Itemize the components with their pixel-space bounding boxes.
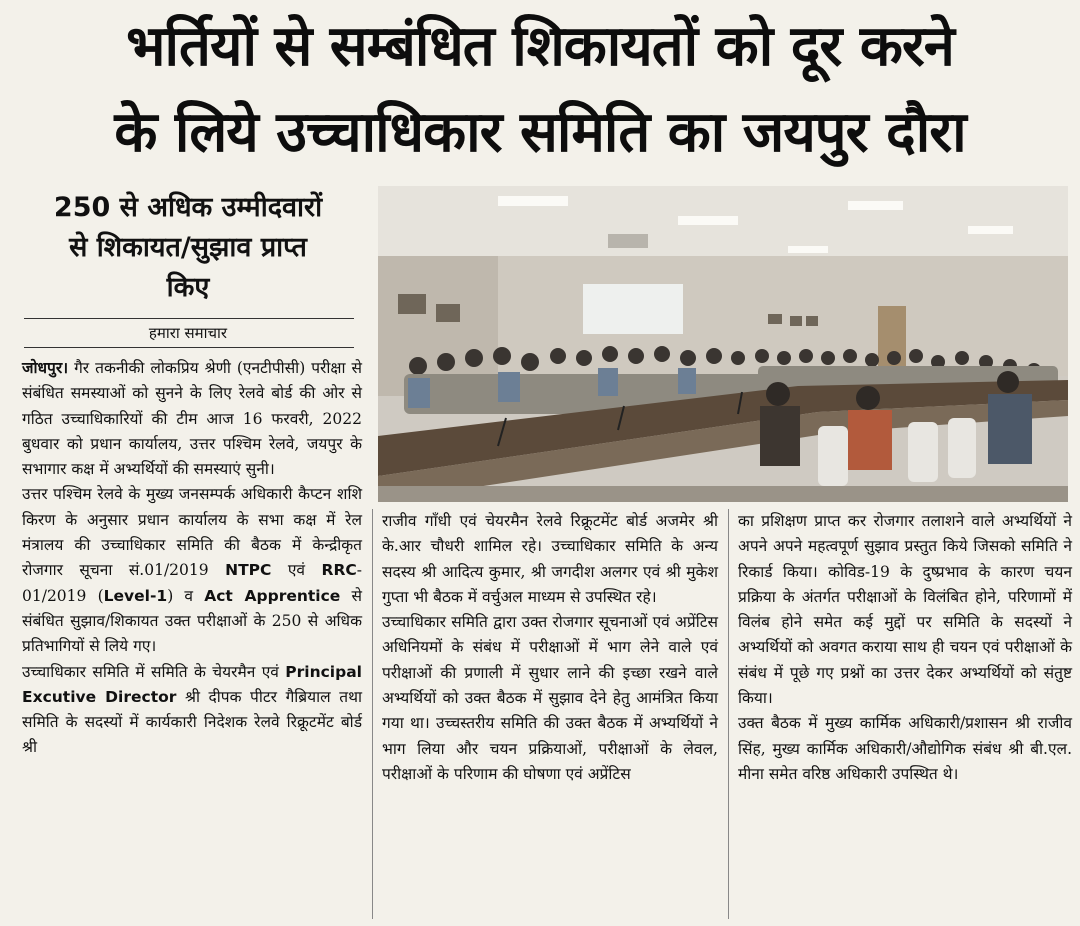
- paragraph-text: से संबंधित सुझाव/शिकायत उक्त परीक्षाओं के 250 से अधिक प्रतिभागियों से लिये गए।: [22, 586, 362, 656]
- paragraph-text: उत्तर पश्चिम रेलवे के मुख्य जनसम्पर्क अधिकारी कैप्टन शशि किरण के अनुसार प्रधान कार्यालय के सभा कक्ष में रेल मंत्रालय की उच्चाधिकार समिति की बैठक में केन्द्रीकृत रोजगार सूचना सं.01/2019: [22, 485, 362, 580]
- article-paragraph: [22, 482, 362, 659]
- article-paragraph: [22, 660, 362, 761]
- ped-term: Principal Excutive Director: [22, 662, 362, 706]
- subheadline-line-1: 250 से अधिक उम्मीदवारों: [53, 192, 323, 223]
- paragraph-text: श्री दीपक पीटर गैब्रियाल तथा समिति के सदस्यों में कार्यकारी निदेशक रेलवे रिक्रूटमेंट बोर्ड श्री: [22, 687, 362, 757]
- article-paragraph: [22, 356, 362, 482]
- headline-line-1: भर्तियों से सम्बंधित शिकायतों को दूर करने: [126, 14, 954, 79]
- article-column-1: [22, 356, 362, 761]
- byline-top-rule: [24, 318, 354, 319]
- column-divider: [728, 509, 729, 919]
- article-paragraph: राजीव गाँधी एवं चेयरमैन रेलवे रिक्रूटमेंट बोर्ड अजमेर श्री के.आर चौधरी शामिल रहे। उच्चाधिकार समिति के अन्य सदस्य श्री आदित्य कुमार, श्री जगदीश अलगर एवं श्री मुकेश गुप्ता भी बैठक में वर्चुअल माध्यम से उपस्थित रहे।: [382, 512, 718, 606]
- act-apprentice-term: Act Apprentice: [204, 586, 341, 605]
- meeting-photo-illustration: [378, 186, 1068, 502]
- article-paragraph: का प्रशिक्षण प्राप्त कर रोजगार तलाशने वाले अभ्यर्थियों ने अपने अपने महत्वपूर्ण सुझाव प्रस्तुत किये जिसको समिति ने रिकार्ड किया। कोविड-19 के दुष्प्रभाव के कारण चयन प्रक्रिया के अंतर्गत परीक्षाओं के विलंबित होने, परिणामों में विलंब होने समेत कई मुद्दों पर समिति के सदस्यों ने अभ्यर्थियों को अवगत कराया साथ ही चयन एवं परीक्षाओं के संबंध में पूछे गए प्रश्नों का उत्तर देकर अभ्यर्थियों को संतुष्ट किया।: [738, 512, 1072, 708]
- level-term: Level-1: [103, 586, 168, 605]
- byline-bottom-rule: [24, 347, 354, 348]
- article-column-2: [382, 509, 718, 787]
- rrc-term: RRC: [321, 561, 357, 580]
- ntpc-term: NTPC: [225, 561, 272, 580]
- subheadline-line-2: से शिकायत/सुझाव प्राप्त: [69, 232, 307, 263]
- paragraph-text: एवं: [271, 561, 322, 580]
- subheadline: [22, 188, 354, 308]
- headline: [0, 0, 1080, 182]
- article-paragraph: उक्त बैठक में मुख्य कार्मिक अधिकारी/प्रशासन श्री राजीव सिंह, मुख्य कार्मिक अधिकारी/औद्योगिक संबंध श्री बी.एल. मीना समेत वरिष्ठ अधिकारी उपस्थित थे।: [738, 714, 1072, 783]
- paragraph-text: -01/2019 (: [22, 561, 363, 605]
- byline: हमारा समाचार: [148, 324, 228, 342]
- dateline: जोधपुर।: [22, 359, 69, 377]
- article-paragraph: उच्चाधिकार समिति द्वारा उक्त रोजगार सूचनाओं एवं अप्रेंटिस अधिनियमों के संबंध में परीक्षाओं में भाग लेने वाले एवं परीक्षाओं की प्रणाली में सुधार लाने की इच्छा रखने वाले अभ्यर्थियों को उक्त बैठक में सुझाव देने हेतु आमंत्रित किया गया था। उच्चस्तरीय समिति की उक्त बैठक में अभ्यर्थियों ने भाग लिया और चयन प्रक्रियाओं, परीक्षाओं के लेवल, परीक्षाओं के परिणाम की घोषणा एवं अप्रेंटिस: [382, 613, 718, 783]
- paragraph-text: गैर तकनीकी लोकप्रिय श्रेणी (एनटीपीसी) परीक्षा से संबंधित समस्याओं को सुनने के लिए रेलवे बोर्ड की ओर से गठित उच्चाधिकारियों की टीम आज 16 फरवरी, 2022 बुधवार को प्रधान कार्यालय, उत्तर पश्चिम रेलवे, जयपुर के सभागार कक्ष में अभ्यर्थियों की समस्याएं सुनी।: [22, 359, 362, 479]
- subheadline-line-3: किए: [166, 272, 210, 303]
- meeting-hall-photo: [378, 186, 1068, 502]
- column-divider: [372, 509, 373, 919]
- paragraph-text: उच्चाधिकार समिति में समिति के चेयरमैन एवं: [22, 662, 286, 681]
- paragraph-text: ) व: [167, 586, 205, 605]
- headline-line-2: के लिये उच्चाधिकार समिति का जयपुर दौरा: [114, 100, 966, 165]
- article-column-3: [738, 509, 1072, 787]
